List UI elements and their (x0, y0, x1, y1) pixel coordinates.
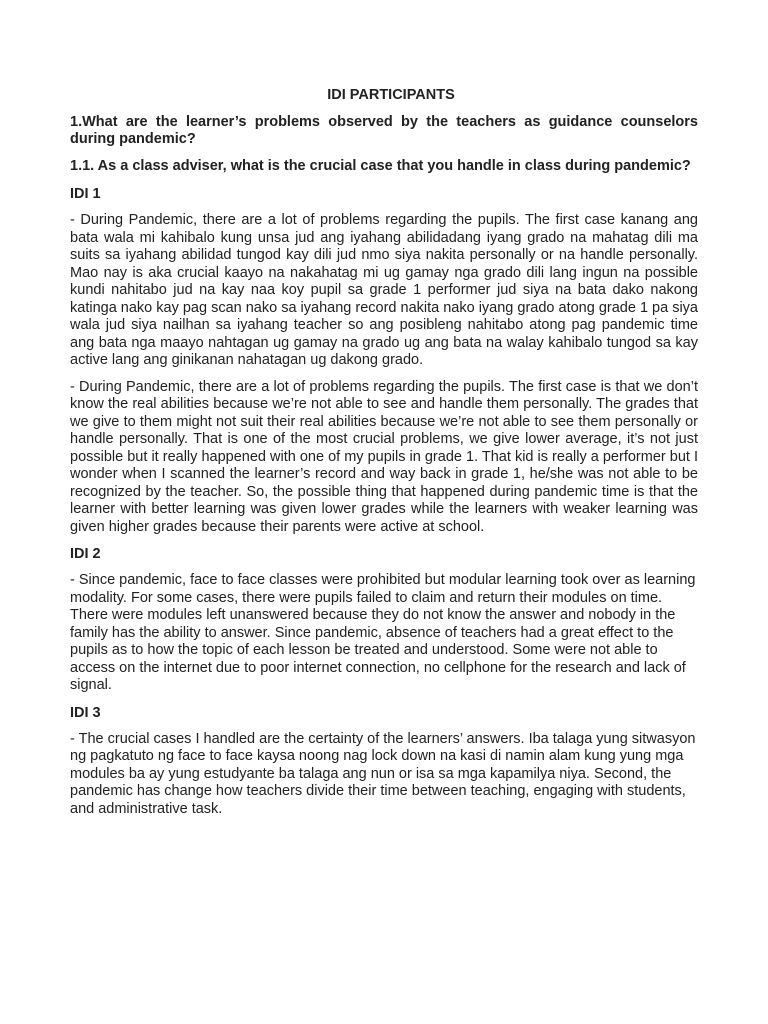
idi-2-paragraph-1: - Since pandemic, face to face classes were prohibited but modular learning took over as learning modality. For some cases, there were pupils failed to claim and return their modules on time. There were modules left unanswered because they do not know the answer and nobody in the family has the ability to answer. Since pandemic, absence of teachers had a great effect to the pupils as to how the topic of each lesson be treated and understood. Some were not able to access on the internet due to poor internet connection, no cellphone for the research and lack of signal. (70, 572, 696, 693)
page-title: IDI PARTICIPANTS (327, 87, 455, 103)
idi-3-paragraph-1: - The crucial cases I handled are the certainty of the learners’ answers. Iba talaga yung sitwasyon ng pagkatuto ng face to face kaysa noong nag lock down na kasi di namin alam kung yung mga modules ba ay yung estudyante ba talaga ang nun or isa sa mga kapamilya niya. Second, the pandemic has change how teachers divide their time between teaching, engaging with students, and administrative task. (70, 730, 696, 817)
main-question: 1.What are the learner’s problems observed by the teachers as guidance counselors during pandemic? (70, 114, 698, 147)
sub-question: 1.1. As a class adviser, what is the crucial case that you handle in class during pandemic? (70, 158, 691, 174)
idi-1-heading: IDI 1 (70, 186, 101, 202)
idi-1-paragraph-1: - During Pandemic, there are a lot of problems regarding the pupils. The first case kanang ang bata wala mi kahibalo kung unsa jud ang iyahang abilidadang iyang grado na mahatag dili ma suits sa iyahang abilidad tungod kay dili jud nmo siya nakita personally or na handle personally. Mao nay is aka crucial kaayo na nakahatag mi ug gamay nga grado dili lang ingun na possible kundi nahitabo jud na kay naa koy pupil sa grade 1 performer jud siya na bata dako nakong katinga nako kay pag scan nako sa iyahang record nakita nako iyang grado atong grade 1 pa siya wala jud siya nailhan sa iyahang teacher so ang posibleng nahitabo atong pag pandemic time ang bata nga maayo nahtagan ug gamay na grado ug ang bata na walay kahibalo tungod sa kay active lang ang ginikanan nahatagan ug dakong grado. (70, 212, 698, 368)
idi-3-heading: IDI 3 (70, 704, 101, 721)
idi-2-heading: IDI 2 (70, 546, 101, 562)
idi-1-paragraph-2: - During Pandemic, there are a lot of problems regarding the pupils. The first case is that we don’t know the real abilities because we’re not able to see and handle them personally. The grades that we give to them might not suit their real abilities because we’re not able to see them personally or handle personally. That is one of the most crucial problems, we give lower average, it’s not just possible but it really happened with one of my pupils in grade 1. That kid is really a performer but I wonder when I scanned the learner’s record and way back in grade 1, he/she was not able to be recognized by the teacher. So, the possible thing that happened during pandemic time is that the learner with better learning was given lower grades while the learners with weaker learning was given higher grades because their parents were active at school. (70, 378, 698, 535)
document-page (70, 86, 698, 827)
